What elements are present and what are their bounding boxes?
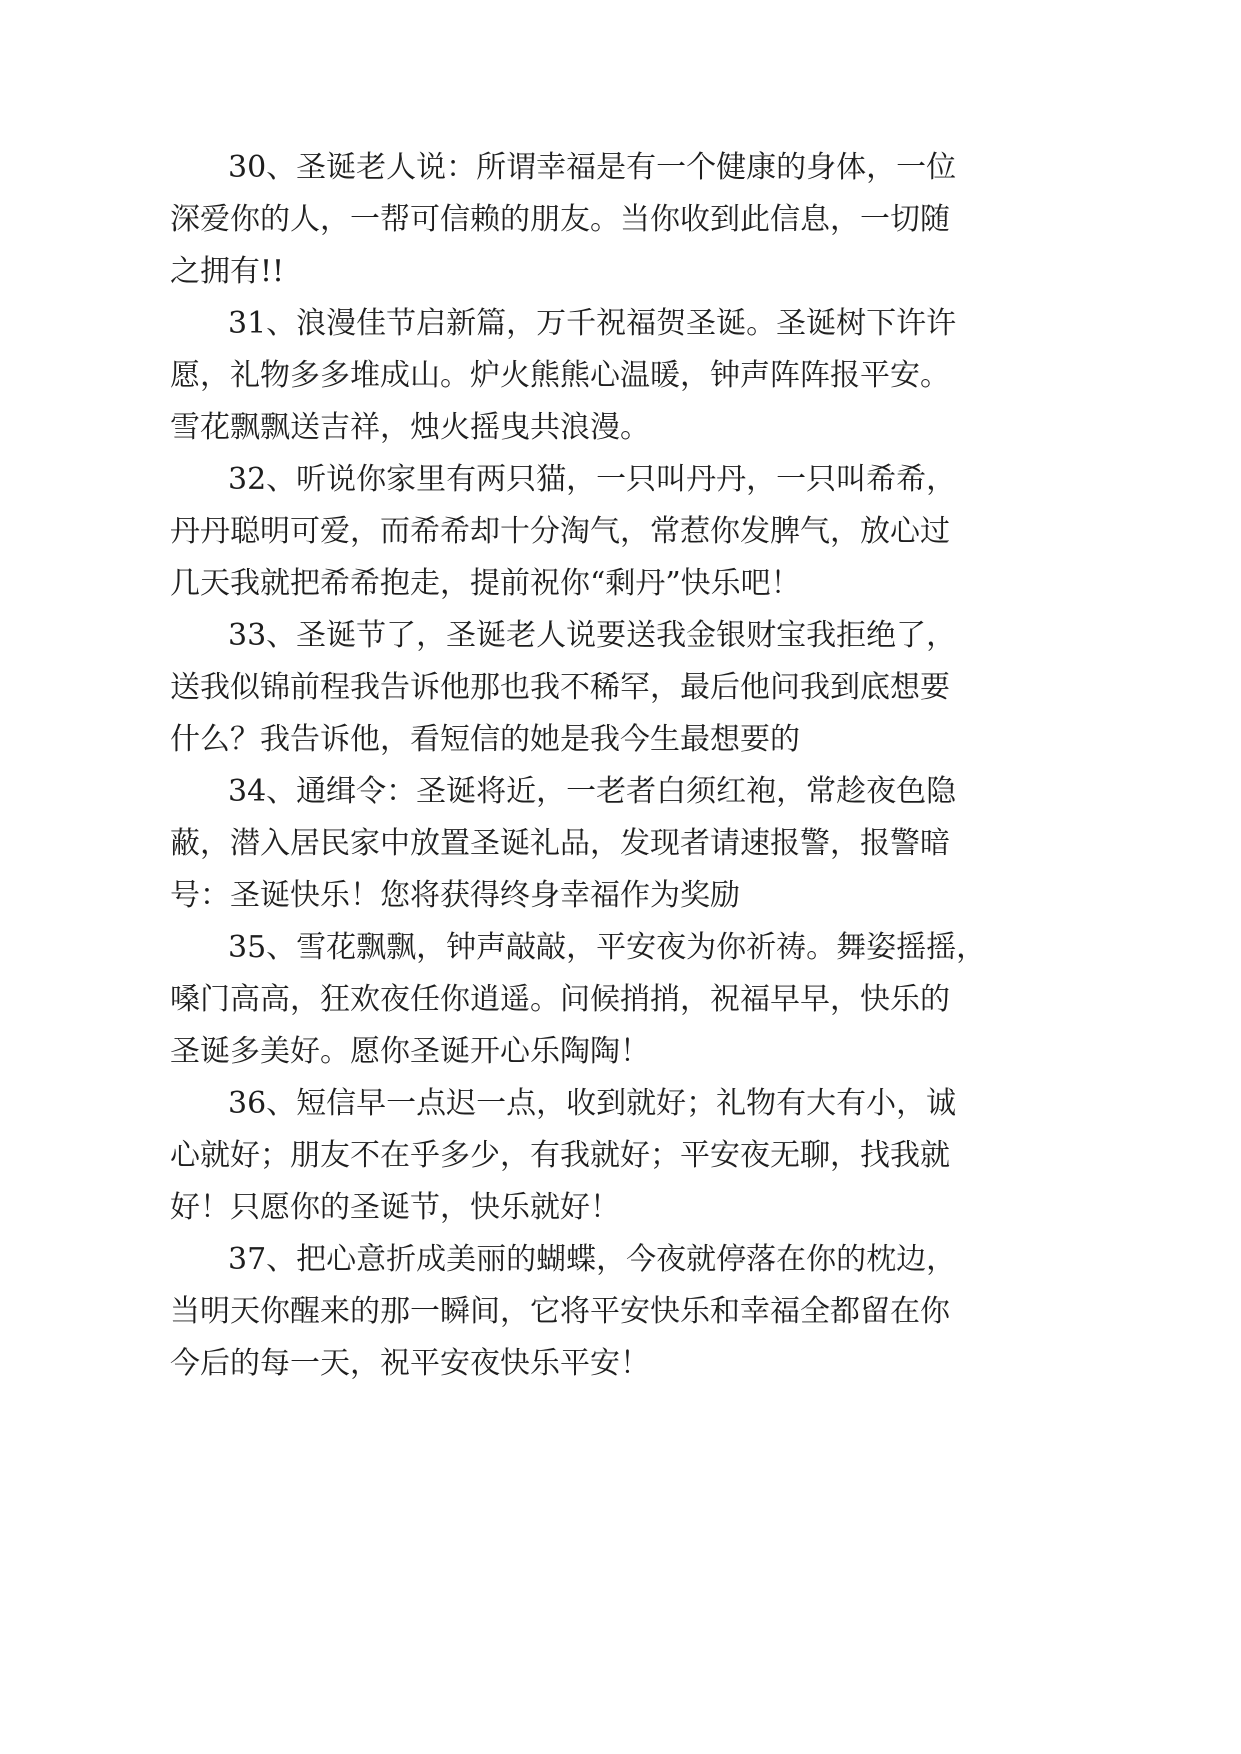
paragraph-line: 36、短信早一点迟一点，收到就好；礼物有大有小，诚 — [228, 1086, 957, 1121]
paragraph-line: 圣诞多美好。愿你圣诞开心乐陶陶！ — [170, 1034, 650, 1069]
paragraph-line: 37、把心意折成美丽的蝴蝶，今夜就停落在你的枕边， — [228, 1242, 957, 1277]
paragraph-37 — [170, 1234, 990, 1390]
paragraph-line: 什么？我告诉他，看短信的她是我今生最想要的 — [170, 722, 800, 757]
paragraph-32 — [170, 454, 990, 610]
paragraph-line: 蔽，潜入居民家中放置圣诞礼品，发现者请速报警，报警暗 — [170, 826, 950, 861]
paragraph-line: 好！只愿你的圣诞节，快乐就好！ — [170, 1190, 620, 1225]
paragraph-36 — [170, 1078, 990, 1234]
paragraph-line: 30、圣诞老人说：所谓幸福是有一个健康的身体，一位 — [228, 150, 957, 185]
document-body — [170, 142, 990, 1390]
paragraph-line: 深爱你的人，一帮可信赖的朋友。当你收到此信息，一切随 — [170, 202, 950, 237]
paragraph-line: 几天我就把希希抱走，提前祝你“剩丹”快乐吧！ — [170, 566, 801, 601]
paragraph-line: 31、浪漫佳节启新篇，万千祝福贺圣诞。圣诞树下许许 — [228, 306, 957, 341]
paragraph-line: 送我似锦前程我告诉他那也我不稀罕，最后他问我到底想要 — [170, 670, 950, 705]
paragraph-31 — [170, 298, 990, 454]
paragraph-line: 嗓门高高，狂欢夜任你逍遥。问候捎捎，祝福早早，快乐的 — [170, 982, 950, 1017]
paragraph-line: 今后的每一天，祝平安夜快乐平安！ — [170, 1346, 650, 1381]
paragraph-line: 心就好；朋友不在乎多少，有我就好；平安夜无聊，找我就 — [170, 1138, 950, 1173]
paragraph-line: 之拥有!! — [170, 254, 285, 289]
paragraph-line: 33、圣诞节了，圣诞老人说要送我金银财宝我拒绝了， — [228, 618, 957, 653]
paragraph-line: 雪花飘飘送吉祥，烛火摇曳共浪漫。 — [170, 410, 650, 445]
paragraph-line: 丹丹聪明可爱，而希希却十分淘气，常惹你发脾气，放心过 — [170, 514, 950, 549]
paragraph-30 — [170, 142, 990, 298]
paragraph-line: 号：圣诞快乐！您将获得终身幸福作为奖励 — [170, 878, 740, 913]
paragraph-34 — [170, 766, 990, 922]
paragraph-line: 34、通缉令：圣诞将近，一老者白须红袍，常趁夜色隐 — [228, 774, 957, 809]
paragraph-line: 愿，礼物多多堆成山。炉火熊熊心温暖，钟声阵阵报平安。 — [170, 358, 950, 393]
paragraph-35 — [170, 922, 990, 1078]
paragraph-33 — [170, 610, 990, 766]
paragraph-line: 35、雪花飘飘，钟声敲敲，平安夜为你祈祷。舞姿摇摇， — [228, 930, 987, 965]
paragraph-line: 当明天你醒来的那一瞬间，它将平安快乐和幸福全都留在你 — [170, 1294, 950, 1329]
paragraph-line: 32、听说你家里有两只猫，一只叫丹丹，一只叫希希， — [228, 462, 957, 497]
